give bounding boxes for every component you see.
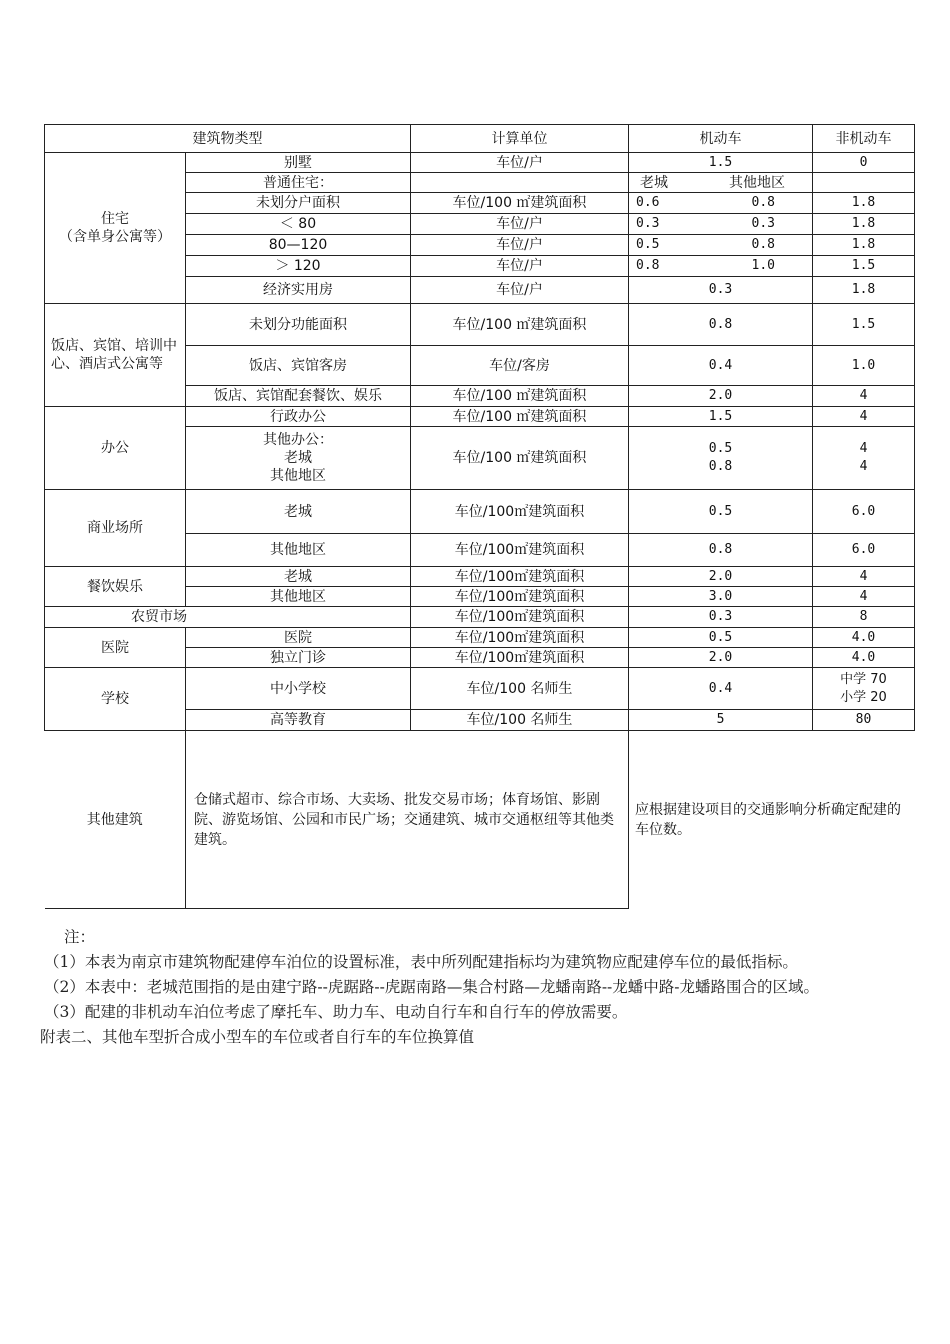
table-row: [45, 668, 915, 710]
row-motor: 2.0: [629, 567, 813, 587]
row-nonmotor: 1.8: [813, 235, 915, 256]
row-unit: 车位/100 名师生: [411, 710, 629, 731]
row-nonmotor: 6.0: [813, 490, 915, 534]
row-nonmotor: 4: [813, 587, 915, 607]
appendix-title: 附表二、其他车型折合成小型车的车位或者自行车的车位换算值: [40, 1028, 475, 1046]
row-motor-split-header: 老城 其他地区: [629, 173, 813, 193]
category-residential: 住宅 （含单身公寓等）: [45, 153, 186, 304]
table-row: [45, 731, 915, 909]
note-2: （2）本表中：老城范围指的是由建宁路--虎踞路--虎踞南路—集合村路—龙蟠南路--龙蟠中路-龙蟠路围合的区域。: [44, 978, 820, 996]
row-name: 老城: [186, 567, 411, 587]
row-name: 饭店、宾馆客房: [186, 346, 411, 386]
row-unit: 车位/100㎡建筑面积: [411, 648, 629, 668]
note-3: （3）配建的非机动车泊位考虑了摩托车、助力车、电动自行车和自行车的停放需要。: [44, 1003, 628, 1021]
row-unit: 车位/100 ㎡建筑面积: [411, 386, 629, 407]
row-unit: 车位/户: [411, 214, 629, 235]
row-motor: 0.3: [629, 607, 813, 628]
row-unit: 车位/100㎡建筑面积: [411, 587, 629, 607]
row-name: 其他地区: [186, 587, 411, 607]
row-nonmotor: 1.0: [813, 346, 915, 386]
row-nonmotor: 中学 70 小学 20: [813, 668, 915, 710]
parking-standard-table: [44, 124, 915, 909]
table-row: [45, 490, 915, 534]
row-name: 其他地区: [186, 534, 411, 567]
row-name: 行政办公: [186, 407, 411, 427]
row-motor: 0.5: [629, 490, 813, 534]
category-commerce: 商业场所: [45, 490, 186, 567]
category-school: 学校: [45, 668, 186, 731]
row-unit: 车位/100 ㎡建筑面积: [411, 407, 629, 427]
row-nonmotor: 4 4: [813, 427, 915, 490]
other-building-note: 应根据建设项目的交通影响分析确定配建的车位数。: [629, 731, 915, 909]
category-office: 办公: [45, 407, 186, 490]
row-nonmotor: 80: [813, 710, 915, 731]
row-nonmotor: 4: [813, 386, 915, 407]
other-building-description: 仓储式超市、综合市场、大卖场、批发交易市场；体育场馆、影剧院、游览场馆、公园和市民广场；交通建筑、城市交通枢纽等其他类建筑。: [186, 731, 629, 909]
note-1: （1）本表为南京市建筑物配建停车泊位的设置标准，表中所列配建指标均为建筑物应配建停车位的最低指标。: [44, 953, 798, 971]
row-name: 饭店、宾馆配套餐饮、娱乐: [186, 386, 411, 407]
row-name: 80—120: [186, 235, 411, 256]
row-motor: 3.0: [629, 587, 813, 607]
row-nonmotor: 6.0: [813, 534, 915, 567]
row-unit: 车位/100㎡建筑面积: [411, 534, 629, 567]
row-name: 普通住宅：: [186, 173, 411, 193]
row-name: 其他办公： 老城 其他地区: [186, 427, 411, 490]
category-hospital: 医院: [45, 628, 186, 668]
notes-section: [40, 925, 824, 1050]
row-motor: 1.5: [629, 153, 813, 173]
row-name: 别墅: [186, 153, 411, 173]
table-row: [45, 304, 915, 346]
table-row: [45, 153, 915, 173]
row-motor: 2.0: [629, 386, 813, 407]
row-unit: [411, 173, 629, 193]
header-unit: 计算单位: [411, 125, 629, 153]
row-unit: 车位/100 ㎡建筑面积: [411, 304, 629, 346]
row-unit: 车位/100 ㎡建筑面积: [411, 193, 629, 214]
category-other: 其他建筑: [45, 731, 186, 909]
row-nonmotor: 1.8: [813, 214, 915, 235]
row-unit: 车位/户: [411, 153, 629, 173]
row-nonmotor: [813, 173, 915, 193]
row-motor: 0.4: [629, 668, 813, 710]
row-motor: 0.5 0.8: [629, 235, 813, 256]
notes-title: 注：: [64, 928, 96, 946]
row-name: 医院: [186, 628, 411, 648]
row-motor: 0.8 1.0: [629, 256, 813, 277]
row-nonmotor: 1.5: [813, 256, 915, 277]
row-name: 独立门诊: [186, 648, 411, 668]
row-nonmotor: 0: [813, 153, 915, 173]
row-nonmotor: 1.8: [813, 277, 915, 304]
row-unit: 车位/100 ㎡建筑面积: [411, 427, 629, 490]
row-unit: 车位/户: [411, 235, 629, 256]
row-name: 中小学校: [186, 668, 411, 710]
table-row: [45, 407, 915, 427]
row-unit: 车位/100㎡建筑面积: [411, 490, 629, 534]
row-motor: 2.0: [629, 648, 813, 668]
row-nonmotor: 4: [813, 567, 915, 587]
table-header-row: [45, 125, 915, 153]
row-motor: 5: [629, 710, 813, 731]
category-hotel: 饭店、宾馆、培训中心、酒店式公寓等: [45, 304, 186, 407]
row-nonmotor: 4: [813, 407, 915, 427]
row-motor: 0.3: [629, 277, 813, 304]
row-nonmotor: 1.5: [813, 304, 915, 346]
header-motor: 机动车: [629, 125, 813, 153]
category-dining: 餐饮娱乐: [45, 567, 186, 607]
row-unit: 车位/户: [411, 256, 629, 277]
row-motor: 0.8: [629, 534, 813, 567]
row-name: 经济实用房: [186, 277, 411, 304]
row-motor: 0.5 0.8: [629, 427, 813, 490]
row-unit: 车位/户: [411, 277, 629, 304]
row-unit: 车位/100㎡建筑面积: [411, 607, 629, 628]
row-name: 未划分户面积: [186, 193, 411, 214]
row-name-market: 农贸市场: [45, 607, 411, 628]
row-unit: 车位/100㎡建筑面积: [411, 628, 629, 648]
row-name: ＞ 120: [186, 256, 411, 277]
row-nonmotor: 8: [813, 607, 915, 628]
row-name: 老城: [186, 490, 411, 534]
row-motor: 0.5: [629, 628, 813, 648]
row-motor: 0.6 0.8: [629, 193, 813, 214]
row-unit: 车位/客房: [411, 346, 629, 386]
table-row: [45, 607, 915, 628]
row-motor: 0.3 0.3: [629, 214, 813, 235]
row-name: 高等教育: [186, 710, 411, 731]
row-name: ＜ 80: [186, 214, 411, 235]
row-nonmotor: 1.8: [813, 193, 915, 214]
header-building-type: 建筑物类型: [45, 125, 411, 153]
row-nonmotor: 4.0: [813, 648, 915, 668]
header-nonmotor: 非机动车: [813, 125, 915, 153]
row-name: 未划分功能面积: [186, 304, 411, 346]
table-row: [45, 628, 915, 648]
row-motor: 0.4: [629, 346, 813, 386]
row-unit: 车位/100㎡建筑面积: [411, 567, 629, 587]
row-nonmotor: 4.0: [813, 628, 915, 648]
row-unit: 车位/100 名师生: [411, 668, 629, 710]
table-row: [45, 567, 915, 587]
row-motor: 1.5: [629, 407, 813, 427]
row-motor: 0.8: [629, 304, 813, 346]
